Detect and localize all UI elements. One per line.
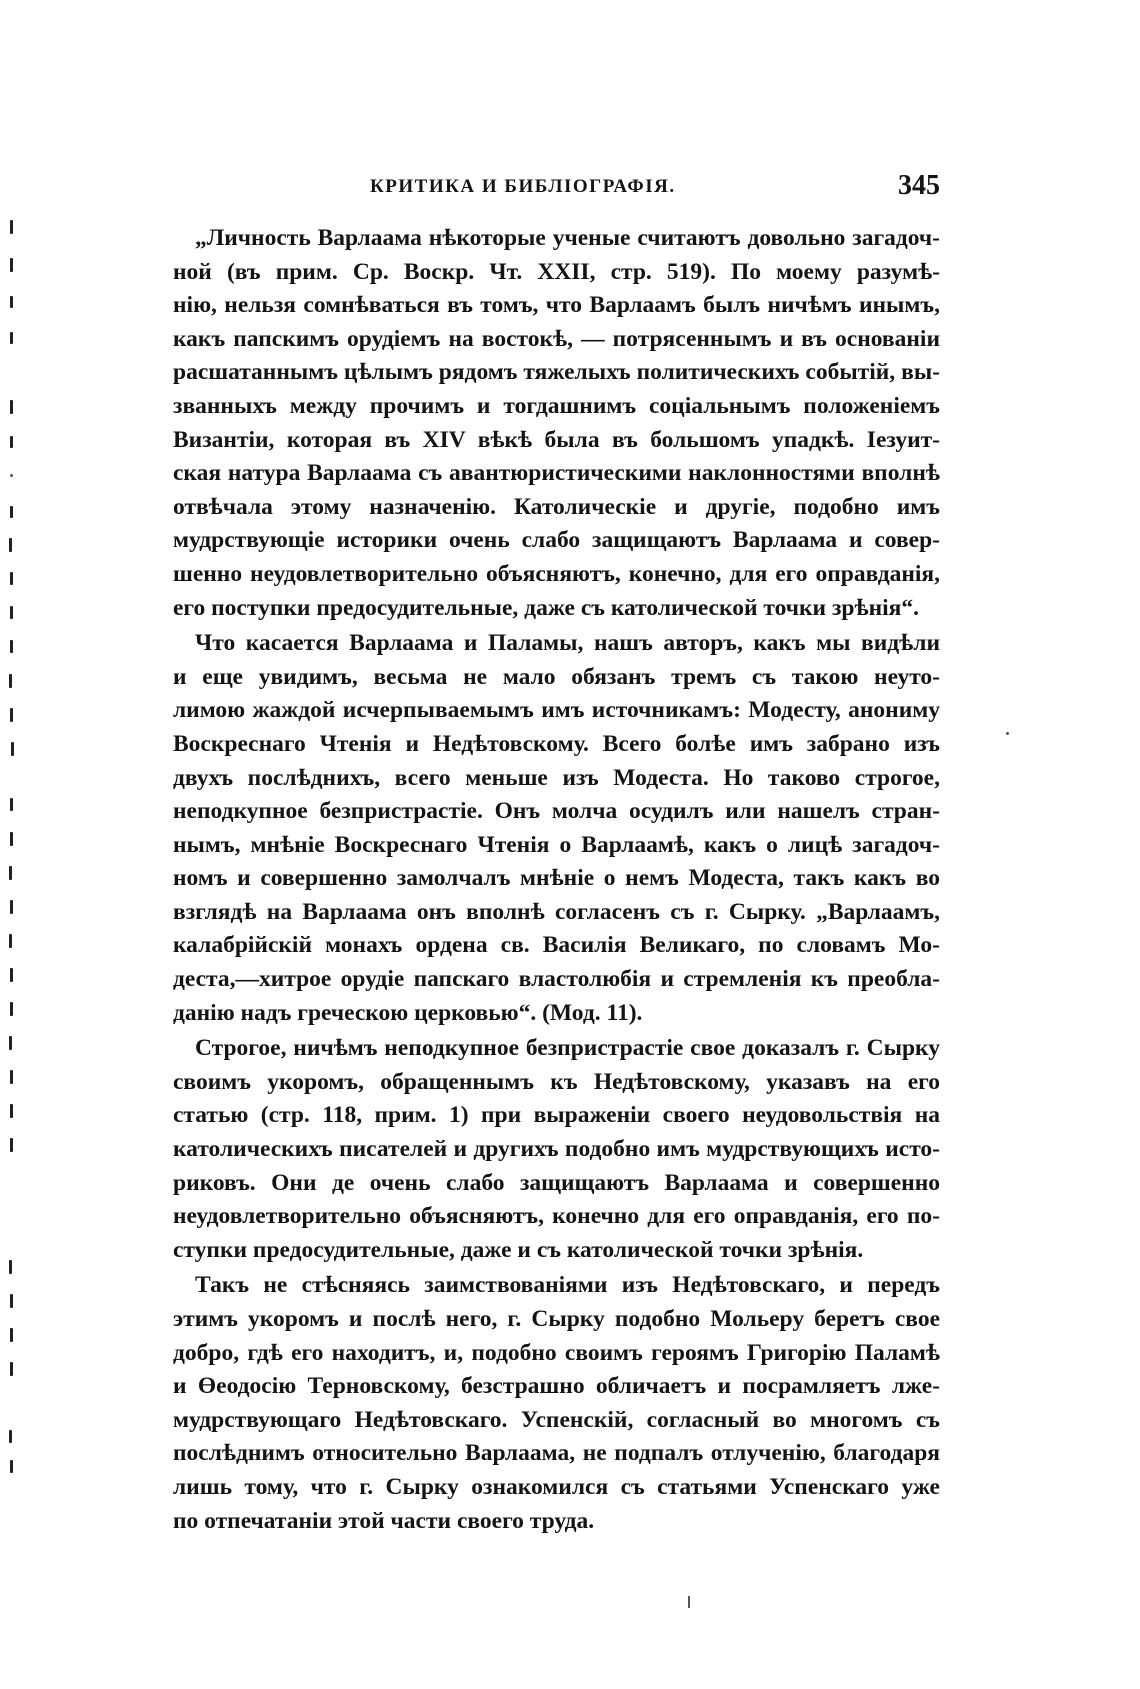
text-line: данію надъ греческою церковью“. (Мод. 11). bbox=[173, 999, 643, 1026]
scan-mark bbox=[9, 1260, 12, 1274]
text-line: и еще увидимъ, весьма не мало обязанъ тремъ съ такою неуто- bbox=[173, 663, 940, 690]
scan-mark bbox=[10, 1138, 13, 1152]
page-number: 345 bbox=[898, 170, 940, 201]
text-line: послѣднимъ относительно Варлаама, не подпалъ отлученію, благодаря bbox=[173, 1440, 940, 1467]
text-line: лишь тому, что г. Сырку ознакомился съ статьями Успенскаго уже bbox=[173, 1473, 940, 1500]
scan-mark bbox=[10, 1362, 13, 1376]
text-line: ступки предосудительные, даже и съ католической точки зрѣнія. bbox=[173, 1236, 864, 1263]
text-line: нію, нельзя сомнѣваться въ томъ, что Варлаамъ былъ ничѣмъ инымъ, bbox=[173, 292, 940, 319]
scan-mark bbox=[10, 258, 13, 272]
scan-mark bbox=[9, 538, 12, 552]
scan-mark bbox=[10, 1328, 13, 1342]
text-line: этимъ укоромъ и послѣ него, г. Сырку подобно Мольеру беретъ свое bbox=[173, 1306, 940, 1332]
text-line: Такъ не стѣсняясь заимствованіями изъ Недѣтовскаго, и передъ bbox=[195, 1272, 940, 1299]
scan-mark bbox=[10, 832, 13, 846]
text-line: статью (стр. 118, прим. 1) при выраженіи своего неудовольствія на bbox=[173, 1102, 940, 1129]
text-line: отвѣчала этому назначенію. Католическіе и другіе, подобно имъ bbox=[173, 493, 940, 520]
text-line: католическихъ писателей и другихъ подобно имъ мудрствующихъ исто- bbox=[173, 1136, 940, 1163]
text-line: Воскреснаго Чтенія и Недѣтовскому. Всего болѣе имъ забрано изъ bbox=[173, 730, 940, 757]
scan-speck bbox=[1006, 732, 1009, 735]
scan-mark bbox=[10, 1070, 13, 1084]
running-head bbox=[175, 170, 940, 208]
text-line: расшатаннымъ цѣлымъ рядомъ тяжелыхъ политическихъ событій, вы- bbox=[173, 359, 940, 386]
scan-mark bbox=[9, 934, 12, 948]
scan-mark bbox=[9, 1036, 12, 1050]
scan-mark bbox=[10, 1104, 13, 1118]
scan-speck bbox=[688, 1596, 690, 1608]
gutter-marks bbox=[0, 220, 40, 1520]
text-line: неподкупное безпристрастіе. Онъ молча осудилъ или нашелъ стран- bbox=[173, 798, 940, 825]
text-line: его поступки предосудительные, даже съ католической точки зрѣнія“. bbox=[173, 594, 919, 621]
text-line: лимою жаждой исчерпываемымъ имъ источникамъ: Модесту, анониму bbox=[173, 697, 940, 724]
text-line: своимъ укоромъ, обращеннымъ къ Недѣтовскому, указавъ на его bbox=[173, 1068, 940, 1095]
text-line: ская натура Варлаама съ авантюристическими наклонностями вполнѣ bbox=[173, 460, 940, 487]
text-line: и Өеодосію Терновскому, безстрашно обличаетъ и посрамляетъ лже- bbox=[173, 1373, 940, 1400]
text-line: взглядѣ на Варлаама онъ вполнѣ согласенъ съ г. Сырку. „Варлаамъ, bbox=[173, 898, 940, 925]
scan-speck bbox=[10, 474, 13, 477]
text-line: риковъ. Они де очень слабо защищаютъ Варлаама и совершенно bbox=[173, 1169, 940, 1196]
text-line: Византіи, которая въ XIV вѣкѣ была въ большомъ упадкѣ. Іезуит- bbox=[173, 426, 940, 453]
scan-mark bbox=[9, 674, 12, 688]
paragraph-3 bbox=[173, 1032, 940, 1267]
scan-mark bbox=[10, 1294, 13, 1308]
scan-mark bbox=[10, 506, 13, 518]
text-line: Что касается Варлаама и Паламы, нашъ авторъ, какъ мы видѣли bbox=[195, 630, 940, 657]
scan-mark bbox=[10, 436, 13, 448]
text-line: неудовлетворительно объясняютъ, конечно для его оправданія, его по- bbox=[173, 1203, 940, 1230]
scan-mark bbox=[10, 332, 13, 344]
scan-mark bbox=[11, 742, 14, 756]
text-line: мудрствующіе историки очень слабо защищаютъ Варлаама и совер- bbox=[173, 527, 940, 554]
text-line: добро, гдѣ его находитъ, и, подобно своимъ героямъ Григорію Паламѣ bbox=[173, 1339, 940, 1366]
text-line: ной (въ прим. Ср. Воскр. Чт. XXII, стр. 519). По моему разумѣ- bbox=[173, 258, 940, 285]
scan-mark bbox=[10, 220, 13, 234]
text-line: „Личность Варлаама нѣкоторые ученые считаютъ довольно загадоч- bbox=[195, 225, 940, 251]
paragraph-4 bbox=[173, 1269, 940, 1538]
scan-mark bbox=[10, 606, 13, 619]
scan-mark bbox=[10, 1460, 13, 1473]
scan-mark bbox=[10, 968, 13, 982]
text-line: деста,—хитрое орудіе папскаго властолюбія и стремленія къ преобла- bbox=[173, 966, 940, 993]
scan-mark bbox=[10, 708, 13, 722]
scan-mark bbox=[10, 900, 13, 914]
scan-mark bbox=[10, 400, 13, 414]
scan-mark bbox=[10, 572, 13, 585]
text-line: какъ папскимъ орудіемъ на востокѣ, — потрясеннымъ и въ основаніи bbox=[173, 325, 940, 352]
text-line: мудрствующаго Недѣтовскаго. Успенскій, согласный во многомъ съ bbox=[173, 1406, 940, 1433]
scan-mark bbox=[9, 1430, 12, 1443]
paragraph-2 bbox=[173, 627, 940, 1030]
running-head-title: КРИТИКА И БИБЛІОГРАФІЯ. bbox=[370, 176, 676, 197]
scan-mark bbox=[10, 640, 13, 653]
scan-mark bbox=[10, 1002, 13, 1016]
scan-mark bbox=[10, 798, 13, 811]
text-line: калабрійскій монахъ ордена св. Василія Великаго, по словамъ Мо- bbox=[173, 932, 940, 959]
text-line: номъ и совершенно замолчалъ мнѣніе о немъ Модеста, такъ какъ во bbox=[173, 865, 940, 892]
text-line: Строгое, ничѣмъ неподкупное безпристрастіе свое доказалъ г. Сырку bbox=[195, 1035, 940, 1062]
text-line: двухъ послѣднихъ, всего меньше изъ Модеста. Но таково строгое, bbox=[173, 764, 940, 791]
body-text bbox=[173, 222, 940, 1538]
text-line: званныхъ между прочимъ и тогдашнимъ соціальнымъ положеніемъ bbox=[173, 392, 940, 419]
paragraph-1 bbox=[173, 222, 940, 625]
scan-mark bbox=[10, 296, 13, 308]
text-line: нымъ, мнѣніе Воскреснаго Чтенія о Варлаамѣ, какъ о лицѣ загадоч- bbox=[173, 831, 940, 858]
text-line: по отпечатаніи этой части своего труда. bbox=[173, 1507, 595, 1534]
text-line: шенно неудовлетворительно объясняютъ, конечно, для его оправданія, bbox=[173, 560, 940, 587]
scan-mark bbox=[9, 866, 12, 880]
